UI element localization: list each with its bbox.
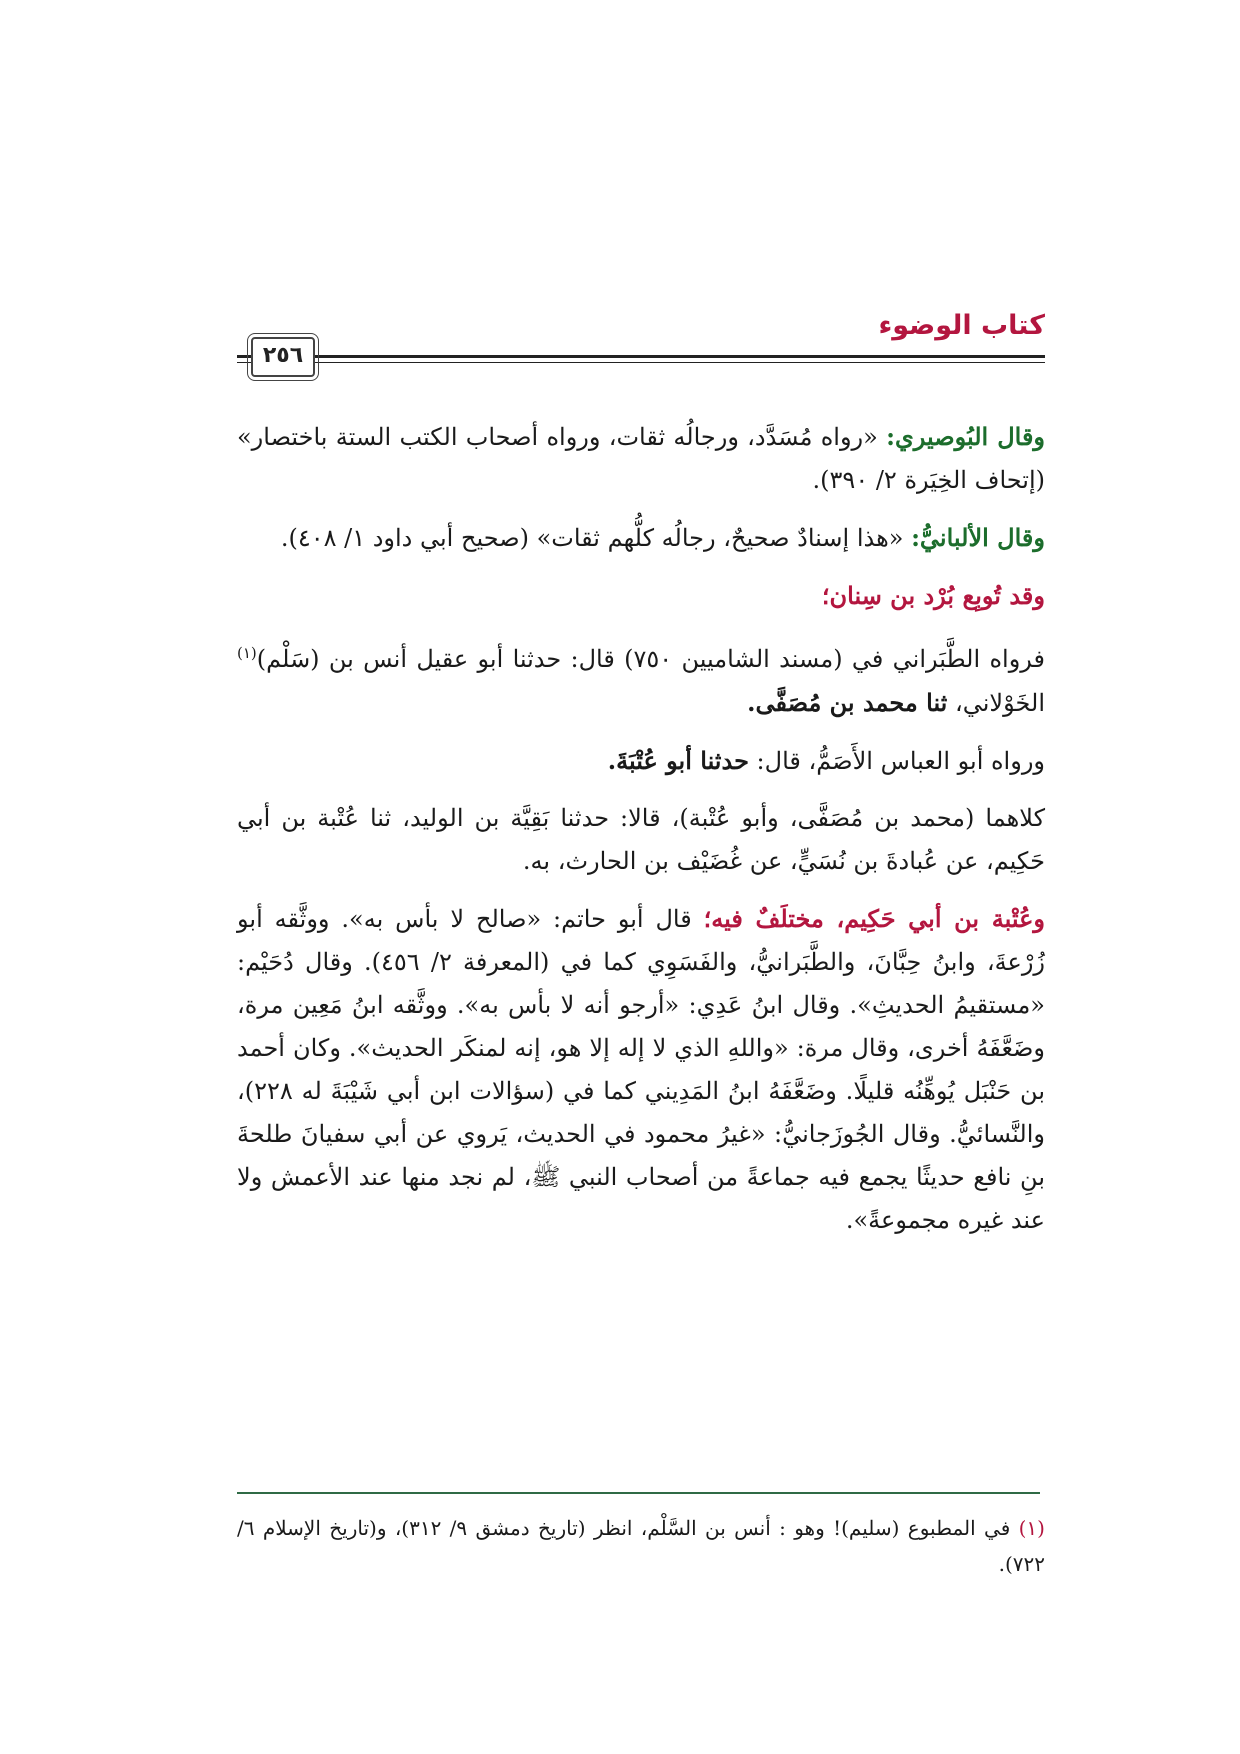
paragraph-text: «هذا إسنادٌ صحيحٌ، رجالُه كلُّهم ثقات» (صحيح أبي داود ١/ ٤٠٨).	[280, 524, 912, 552]
footnote-item	[237, 1510, 1045, 1582]
paragraph-asamm	[237, 739, 1045, 783]
page-number: ٢٥٦	[262, 343, 304, 368]
header-rule-thick	[237, 355, 1045, 358]
main-text	[237, 415, 1045, 1256]
paragraph-utba	[237, 897, 1045, 1242]
paragraph-text: ورواه أبو العباس الأَصَمُّ، قال:	[748, 747, 1045, 775]
footnote-text: في المطبوع (سليم)! وهو : أنس بن السَّلْم، انظر (تاريخ دمشق ٩/ ٣١٢)، و(تاريخ الإسلام ٦/ ٧٢٢).	[237, 1516, 1045, 1576]
bold-text: ثنا محمد بن مُصَفَّى.	[747, 688, 948, 717]
page-number-frame	[251, 337, 315, 377]
book-title: كتاب الوضوء	[878, 310, 1045, 341]
paragraph-text: فرواه الطَّبَراني في (مسند الشاميين ٧٥٠) قال: حدثنا أبو عقيل أنس بن (سَلْم)	[256, 645, 1046, 673]
paragraph-text: قال أبو حاتم: «صالح لا بأس به». ووثَّقه أبو زُرْعةَ، وابنُ حِبَّانَ، والطَّبَرانيُّ، والفَسَوِي كما في (المعرفة ٢/ ٤٥٦). وقال دُحَيْم: «مستقيمُ الحديثِ». وقال ابنُ عَدِي: «أرجو أنه لا بأس به». ووثَّقه ابنُ مَعِين مرة، وضَعَّفَهُ أخرى، وقال مرة: «واللهِ الذي لا إله إلا هو، إنه لمنكَر الحديث». وكان أحمد بن حَنْبَل يُوهِّنُه قليلًا. وضَعَّفَهُ ابنُ المَدِيني كما في (سؤالات ابن أبي شَيْبَةَ له ٢٢٨)، والنَّسائيُّ. وقال الجُوزَجانيُّ: «غيرُ محمود في الحديث، يَروي عن أبي سفيانَ طلحةَ بنِ نافع حديثًا يجمع فيه جماعةً من أصحاب النبي ﷺ، لم نجد منها عند الأعمش ولا عند غيره مجموعةً».	[237, 905, 1046, 1234]
speaker-label: وقال الألبانيُّ:	[911, 523, 1045, 552]
footnote-number: (١)	[1018, 1516, 1045, 1540]
footnote-reference[interactable]: (١)	[237, 644, 257, 662]
lead-text: وعُتْبة بن أبي حَكِيم، مختلَفٌ فيه؛	[703, 904, 1045, 933]
bold-text: حدثنا أبو عُتْبَةَ.	[607, 746, 749, 775]
speaker-label: وقال البُوصيري:	[886, 422, 1046, 451]
header-rule-thin	[237, 362, 1045, 363]
paragraph-text: «رواه مُسَدَّد، ورجالُه ثقات، ورواه أصحاب الكتب الستة باختصار» (إتحاف الخِيَرة ٢/ ٣٩٠).	[237, 423, 1045, 494]
paragraph-text: الخَوْلاني،	[947, 689, 1045, 717]
section-heading	[237, 574, 1045, 618]
heading-text: وقد تُوبِع بُرْد بن سِنان؛	[821, 581, 1045, 610]
paragraph-busiri	[237, 415, 1045, 502]
footnotes	[237, 1510, 1045, 1582]
paragraph-tabarani	[237, 638, 1045, 725]
page-header	[237, 310, 1045, 390]
paragraph-albani	[237, 516, 1045, 560]
footnote-separator	[237, 1492, 1040, 1494]
paragraph-both	[237, 797, 1045, 883]
paragraph-text: كلاهما (محمد بن مُصَفَّى، وأبو عُتْبة)، قالا: حدثنا بَقِيَّة بن الوليد، ثنا عُتْبة بن أبي حَكِيم، عن عُبادةَ بن نُسَيٍّ، عن غُضَيْف بن الحارث، به.	[237, 804, 1045, 875]
